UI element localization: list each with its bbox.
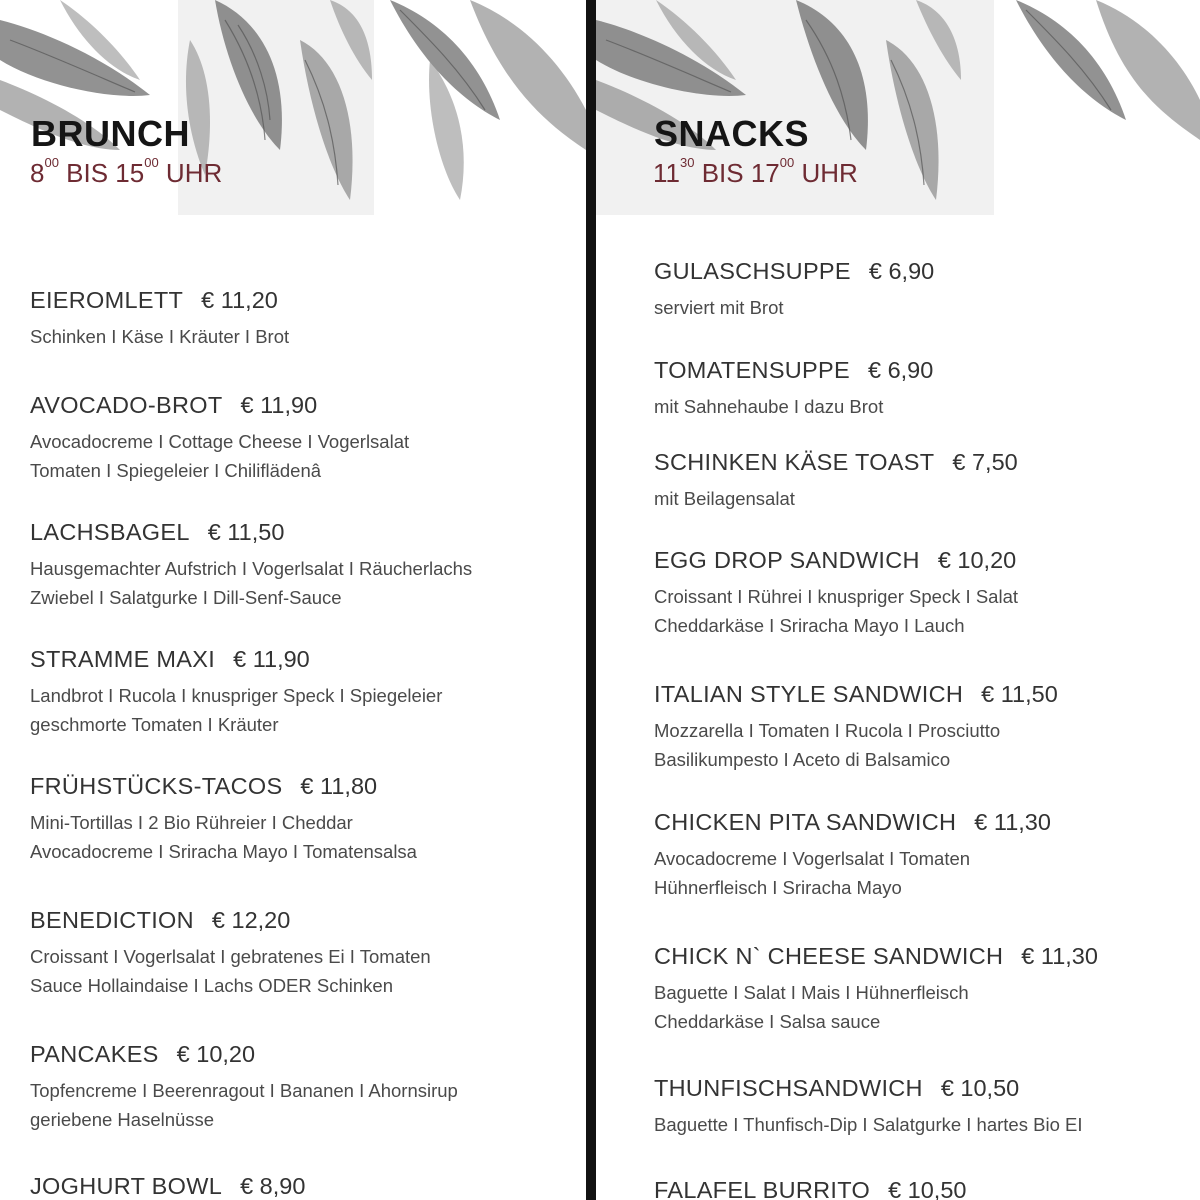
menu-item-name: TOMATENSUPPE [654, 357, 850, 383]
menu-item-header [654, 358, 933, 384]
menu-item [30, 908, 431, 1000]
menu-item-price: € 6,90 [868, 258, 935, 284]
menu-item-description [654, 716, 1058, 774]
menu-item-description [30, 942, 431, 1000]
menu-item-header [654, 682, 1058, 708]
menu-item-description [30, 1076, 458, 1134]
menu-item [30, 647, 442, 739]
menu-item-price: € 10,50 [940, 1075, 1020, 1101]
menu-item-header [654, 810, 1051, 836]
snacks-title: SNACKS [654, 113, 810, 154]
menu-item-price: € 11,90 [240, 392, 318, 418]
menu-item-description-line: Hausgemachter Aufstrich I Vogerlsalat I Räucherlachs [30, 557, 473, 579]
menu-item-header [654, 944, 1098, 970]
menu-item-description-line: Baguette I Thunfisch-Dip I Salatgurke I hartes Bio EI [654, 1113, 1083, 1135]
menu-item-price: € 11,50 [981, 681, 1058, 707]
menu-item-name: EGG DROP SANDWICH [654, 547, 920, 573]
menu-item-description-line: Croissant I Rührei I knuspriger Speck I Salat [654, 585, 1018, 607]
menu-item-price: € 11,90 [233, 646, 310, 672]
menu-item-description-line: Mini-Tortillas I 2 Bio Rühreier I Cheddar [30, 811, 353, 833]
menu-item [30, 774, 417, 866]
menu-item-description-line: Basilikumpesto I Aceto di Balsamico [654, 748, 951, 770]
menu-item [30, 288, 289, 351]
menu-item-name: LACHSBAGEL [30, 519, 190, 545]
menu-item-description [654, 844, 1051, 902]
menu-item-header [30, 288, 289, 314]
menu-item-description-line: mit Beilagensalat [654, 487, 795, 509]
menu-item-price: € 11,80 [300, 773, 378, 799]
menu-item-header [30, 1174, 305, 1200]
menu-item [654, 1076, 1082, 1139]
menu-item-name: EIEROMLETT [30, 287, 184, 313]
menu-item-header [30, 1042, 458, 1068]
menu-item-description-line: mit Sahnehaube I dazu Brot [654, 395, 884, 417]
menu-item-price: € 10,20 [176, 1041, 256, 1067]
menu-item-description-line: Tomaten I Spiegeleier I Chiliflädenâ [30, 459, 322, 481]
menu-item-description-line: Avocadocreme I Vogerlsalat I Tomaten [654, 847, 971, 869]
menu-item-name: FALAFEL BURRITO [654, 1177, 871, 1200]
menu-item-name: THUNFISCHSANDWICH [654, 1075, 923, 1101]
menu-item-name: GULASCHSUPPE [654, 258, 851, 284]
menu-item-price: € 7,50 [952, 449, 1018, 475]
snacks-hours: $11^{30}$ BIS $17^{00}$ UHR [653, 155, 858, 188]
menu-item-description-line: Schinken I Käse I Kräuter I Brot [30, 325, 290, 347]
menu-item-description-line: Cheddarkäse I Salsa sauce [654, 1010, 881, 1032]
menu-item [654, 548, 1018, 640]
menu-item-description [654, 392, 933, 421]
menu-item-price: € 10,20 [937, 547, 1017, 573]
menu-item-description-line: geriebene Haselnüsse [30, 1108, 215, 1130]
menu-item-description [30, 427, 409, 485]
menu-item-name: JOGHURT BOWL [30, 1173, 223, 1199]
menu-item [30, 1042, 458, 1134]
menu-item [30, 520, 472, 612]
menu-item-header [654, 1076, 1082, 1102]
menu-item-price: € 6,90 [867, 357, 934, 383]
menu-item [654, 358, 933, 421]
menu-item [654, 1178, 966, 1200]
menu-item [654, 259, 934, 322]
menu-item-description [30, 322, 289, 351]
menu-item-price: € 11,50 [207, 519, 285, 545]
menu-item-name: FRÜHSTÜCKS-TACOS [30, 773, 283, 799]
menu-item-price: € 11,30 [974, 809, 1051, 835]
menu-item-description-line: geschmorte Tomaten I Kräuter [30, 713, 279, 735]
menu-item-description-line: Croissant I Vogerlsalat I gebratenes Ei I Tomaten [30, 945, 431, 967]
menu-item-price: € 10,50 [888, 1177, 967, 1200]
menu-item [30, 393, 409, 485]
menu-item-name: ITALIAN STYLE SANDWICH [654, 681, 964, 707]
menu-item-description-line: Avocadocreme I Sriracha Mayo I Tomatensalsa [30, 840, 417, 862]
menu-item-name: PANCAKES [30, 1041, 159, 1067]
menu-item-description-line: Cheddarkäse I Sriracha Mayo I Lauch [654, 614, 965, 636]
menu-item-header [30, 393, 409, 419]
menu-item-price: € 11,30 [1021, 943, 1098, 969]
menu-item-name: SCHINKEN KÄSE TOAST [654, 449, 935, 475]
menu-item-header [654, 259, 934, 285]
menu-item-price: € 12,20 [211, 907, 291, 933]
menu-item-description-line: Mozzarella I Tomaten I Rucola I Prosciutto [654, 719, 1001, 741]
brunch-menu-page [0, 0, 586, 1200]
brunch-title: BRUNCH [31, 113, 190, 154]
menu-item-header [654, 450, 1018, 476]
menu-item [654, 944, 1098, 1036]
menu-item-header [30, 647, 442, 673]
menu-item-header [30, 520, 472, 546]
menu-item-name: CHICKEN PITA SANDWICH [654, 809, 957, 835]
menu-item-description-line: Topfencreme I Beerenragout I Bananen I Ahornsirup [30, 1079, 458, 1101]
menu-item-description-line: Landbrot I Rucola I knuspriger Speck I Spiegeleier [30, 684, 443, 706]
snacks-menu-page [596, 0, 1200, 1200]
menu-item-description [30, 808, 417, 866]
menu-item-description [654, 484, 1018, 513]
menu-item-name: BENEDICTION [30, 907, 194, 933]
menu-item [654, 682, 1058, 774]
menu-item-name: CHICK N` CHEESE SANDWICH [654, 943, 1004, 969]
menu-item-description-line: Zwiebel I Salatgurke I Dill-Senf-Sauce [30, 586, 342, 608]
menu-item-description [654, 978, 1098, 1036]
menu-item-header [30, 908, 431, 934]
page-divider [586, 0, 596, 1200]
menu-item-description-line: Hühnerfleisch I Sriracha Mayo [654, 876, 902, 898]
menu-item-price: € 8,90 [240, 1173, 306, 1199]
menu-item [654, 450, 1018, 513]
menu-item-description [654, 1110, 1082, 1139]
menu-item-description-line: serviert mit Brot [654, 296, 784, 318]
menu-item-name: STRAMME MAXI [30, 646, 216, 672]
menu-item-description-line: Baguette I Salat I Mais I Hühnerfleisch [654, 981, 969, 1003]
menu-item-description-line: Avocadocreme I Cottage Cheese I Vogerlsalat [30, 430, 410, 452]
menu-item [30, 1174, 305, 1200]
menu-item-description [654, 293, 934, 322]
menu-item-header [654, 548, 1018, 574]
menu-item-description [30, 681, 442, 739]
menu-item-description-line: Sauce Hollaindaise I Lachs ODER Schinken [30, 974, 393, 996]
menu-item-header [30, 774, 417, 800]
menu-item-name: AVOCADO-BROT [30, 392, 223, 418]
brunch-hours: $8^{00}$ BIS $15^{00}$ UHR [30, 155, 223, 188]
menu-item [654, 810, 1051, 902]
menu-item-description [654, 582, 1018, 640]
menu-item-price: € 11,20 [201, 287, 278, 313]
menu-item-description [30, 554, 472, 612]
menu-item-header [654, 1178, 966, 1200]
